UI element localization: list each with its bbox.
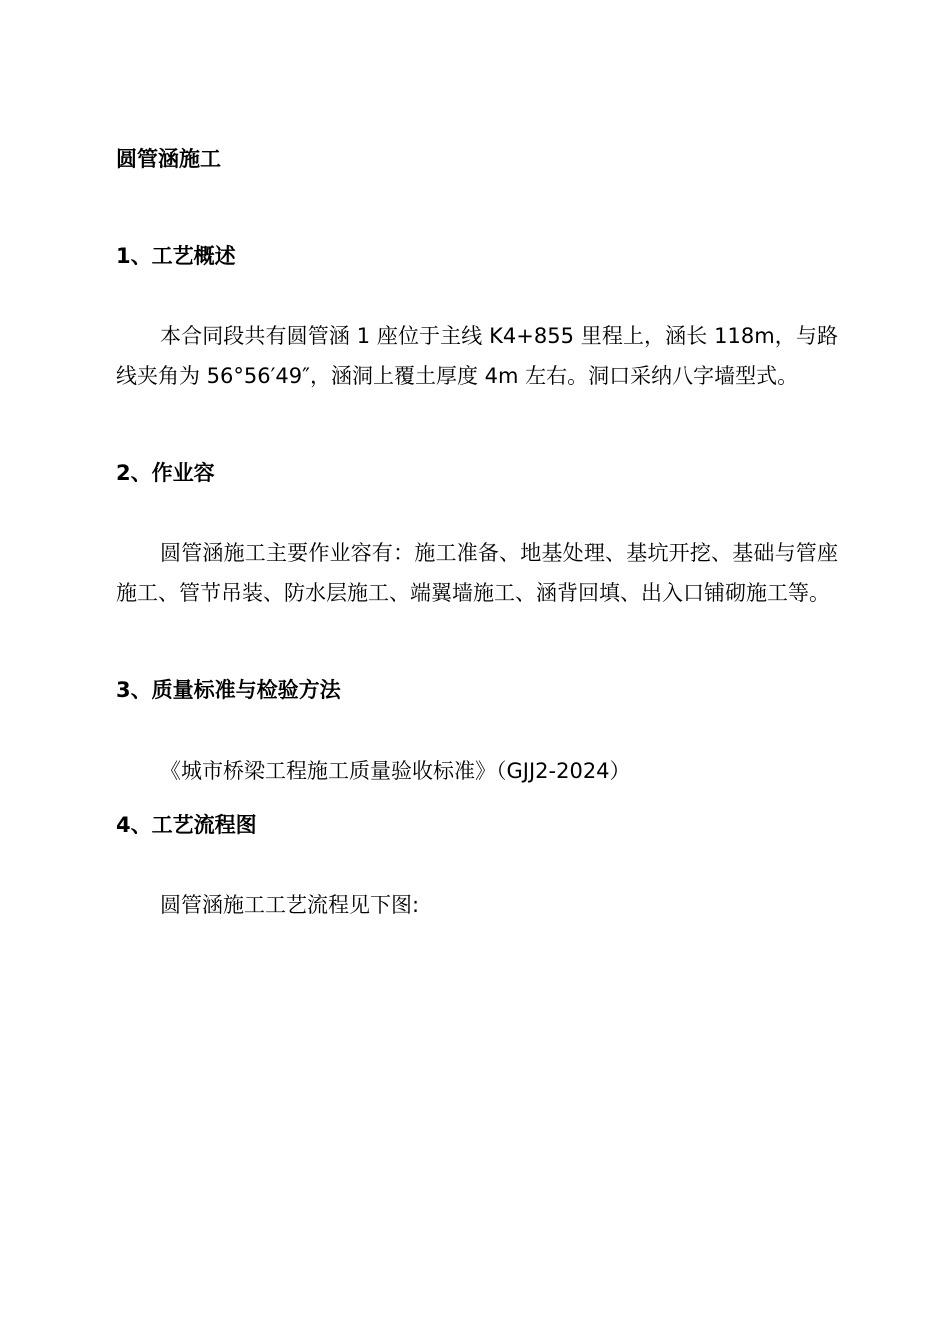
section-2-paragraph: 圆管涵施工主要作业容有：施工准备、地基处理、基坑开挖、基础与管座施工、管节吊装、防水层施工、端翼墙施工、涵背回填、出入口铺砌施工等。: [116, 541, 838, 605]
section-3-heading: 3、质量标准与检验方法: [116, 678, 341, 702]
section-3-paragraph: 《城市桥梁工程施工质量验收标准》（GJJ2-2024）: [160, 759, 631, 783]
section-4-paragraph: 圆管涵施工工艺流程见下图:: [160, 893, 420, 917]
section-2-heading: 2、作业容: [116, 461, 215, 485]
section-1-heading: 1、工艺概述: [116, 244, 236, 268]
document-title: 圆管涵施工: [116, 147, 221, 171]
section-4-heading: 4、工艺流程图: [116, 813, 257, 837]
section-1-paragraph: 本合同段共有圆管涵 1 座位于主线 K4+855 里程上，涵长 118m，与路线夹角为 56°56′49″，涵洞上覆土厚度 4m 左右。洞口采纳八字墙型式。: [116, 324, 838, 388]
